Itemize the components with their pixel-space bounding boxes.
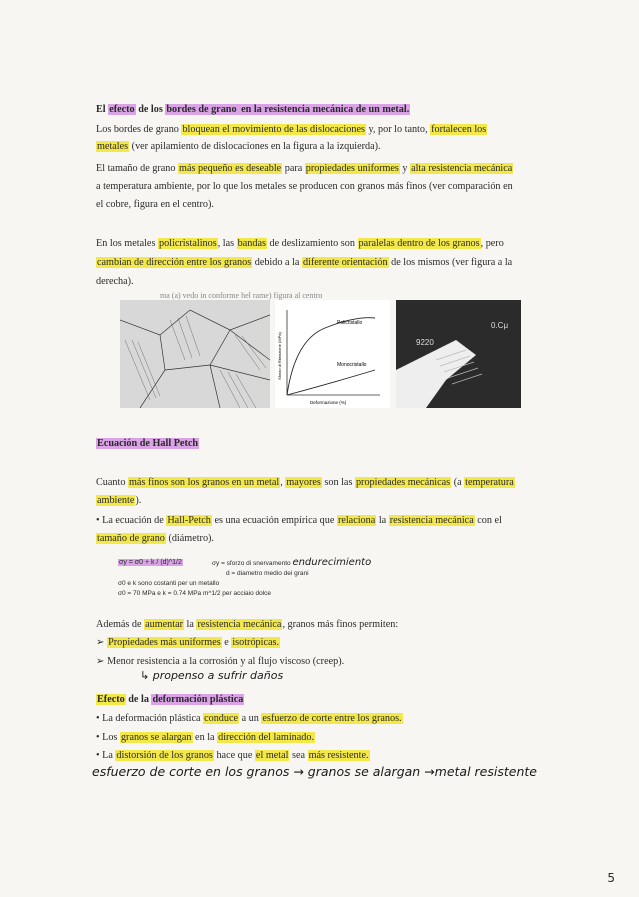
micro-label-1: 0.Cμ	[491, 321, 509, 330]
series-label-mono: Monocristallo	[337, 362, 367, 368]
s2-handwritten-note: ↳ propenso a sufrir daños	[140, 669, 284, 682]
s1-line7: cambian de dirección entre los granos debido a la diferente orientación de los mismos (ver figura a la	[97, 257, 513, 268]
section2-title: Ecuación de Hall Petch	[97, 438, 199, 449]
chart-ylabel: Sforzo di Ritenzione (MPa)	[277, 332, 282, 380]
formula-def-2: d = diametro medio dei grani	[226, 570, 309, 577]
slip-bands-micrograph	[396, 300, 521, 408]
s3-bullet2: • Los granos se alargan en la dirección del laminado.	[96, 732, 315, 743]
chart-xlabel: Deformazione (%)	[310, 400, 347, 405]
stress-strain-chart	[275, 300, 390, 408]
series-label-poly: Policristallo	[337, 320, 363, 326]
s2-bullet2: ➢ Menor resistencia a la corrosión y al flujo viscoso (creep).	[96, 656, 345, 667]
section1-title: El efecto de los bordes de grano en la resistencia mecánica de un metal.	[96, 104, 410, 115]
formula-def-3: σ0 e k sono costanti per un metallo	[118, 580, 220, 587]
s2-line4: tamaño de grano (diámetro).	[97, 533, 214, 544]
fig-caption-partial: ma (a) vedo in conforme hel rame) figura al centro	[160, 291, 323, 300]
s1-line3: El tamaño de grano más pequeño es deseable para propiedades uniformes y alta resistencia mecánica	[96, 163, 513, 174]
s3-bullet3: • La distorsión de los granos hace que el metal sea más resistente.	[96, 750, 369, 761]
s2-line1: Cuanto más finos son los granos en un metal, mayores son las propiedades mecánicas (a temperatura	[96, 477, 514, 488]
s2-bullet1: ➢ Propiedades más uniformes e isotrópicas.	[96, 637, 280, 648]
s2-line2: ambiente).	[97, 495, 142, 506]
formula-def-4: σ0 = 70 MPa e k = 0.74 MPa m^1/2 per acciaio dolce	[118, 590, 272, 597]
hall-petch-formula: σy = σ0 + k / (d)^1/2	[119, 559, 182, 566]
formula-def-1: σy = sforzo di snervamento endurecimiento	[212, 557, 372, 568]
page-number: 5	[607, 871, 615, 885]
s2-line3: • La ecuación de Hall-Petch es una ecuación empírica que relaciona la resistencia mecánica con el	[96, 515, 502, 526]
s1-line1: Los bordes de grano bloquean el movimiento de las dislocaciones y, por lo tanto, fortalecen los	[96, 124, 487, 135]
micro-label-2: 9220	[416, 338, 434, 347]
s3-bullet1: • La deformación plástica conduce a un esfuerzo de corte entre los granos.	[96, 713, 402, 724]
s2-line5: Además de aumentar la resistencia mecánica, granos más finos permiten:	[96, 619, 399, 630]
s1-line2: metales (ver apilamiento de dislocaciones en la figura a la izquierda).	[97, 141, 381, 152]
grain-micrograph	[120, 300, 270, 408]
s1-line4: a temperatura ambiente, por lo que los metales se producen con granos más finos (ver comparación en	[96, 181, 513, 192]
s1-line8: derecha).	[96, 276, 134, 287]
s1-line6: En los metales policristalinos, las bandas de deslizamiento son paralelas dentro de los granos, pero	[96, 238, 504, 249]
s3-handwritten-summary: esfuerzo de corte en los granos → granos se alargan →metal resistente	[92, 764, 537, 779]
section3-title: Efecto de la deformación plástica	[97, 694, 244, 705]
s1-line5: el cobre, figura en el centro).	[96, 199, 214, 210]
